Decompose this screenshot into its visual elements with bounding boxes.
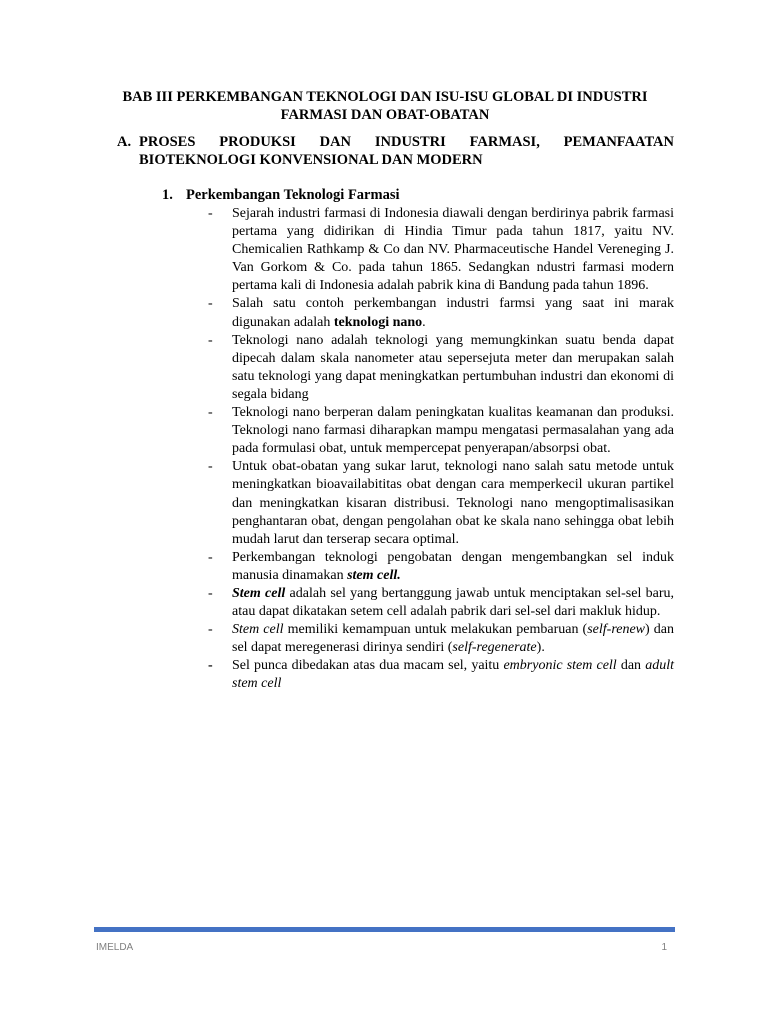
bullet-italic-term: Stem cell xyxy=(232,622,284,638)
bullet-text: ) dan sel dapat meregenerasi dirinya sendiri ( xyxy=(232,622,674,656)
footer-author: IMELDA xyxy=(96,942,134,953)
bullet-text: Salah satu contoh perkembangan industri farmsi yang saat ini marak digunakan adalah xyxy=(232,296,674,330)
dash-marker: - xyxy=(208,405,213,421)
section-heading xyxy=(117,133,674,169)
dash-marker: - xyxy=(208,585,213,601)
list-item xyxy=(206,205,674,295)
bullet-italic-term: embryonic stem cell xyxy=(503,658,617,674)
bullet-text: ). xyxy=(536,640,545,656)
bullet-text: adalah sel yang bertanggung jawab untuk menciptakan sel-sel baru, atau dapat dikatakan setem cell adalah pabrik dari sel-sel dari makluk hidup. xyxy=(232,585,674,620)
section-label: A. xyxy=(117,134,132,150)
footer-rule xyxy=(94,927,675,932)
bullet-bold-italic-term: stem cell. xyxy=(347,567,401,583)
bullet-italic-term: adult stem cell xyxy=(232,658,674,692)
bullet-text: dan xyxy=(616,658,646,674)
bullet-text-end: . xyxy=(422,314,426,330)
bullet-text: Teknologi nano adalah teknologi yang memungkinkan suatu benda dapat dipecah dalam skala nanometer atau sepersejuta meter dan merupakan salah satu teknologi yang dapat meningkatkan pertumbuhan industri dan ekonomi di segala bidang xyxy=(232,332,674,402)
section-title: PROSES PRODUKSI DAN INDUSTRI FARMASI, PEMANFAATAN BIOTEKNOLOGI KONVENSIONAL DAN MODERN xyxy=(139,134,674,168)
subsection-title: Perkembangan Teknologi Farmasi xyxy=(186,187,400,203)
list-item xyxy=(206,458,674,548)
list-item xyxy=(206,549,674,585)
bullet-text: memiliki kemampuan untuk melakukan pembaruan ( xyxy=(283,622,588,638)
dash-marker: - xyxy=(208,622,213,638)
bullet-bold-term: teknologi nano xyxy=(333,314,423,330)
bullet-italic-term: self-regenerate xyxy=(452,640,537,656)
bullet-italic-term: self-renew xyxy=(587,622,646,638)
bullet-text: Untuk obat-obatan yang sukar larut, teknologi nano salah satu metode untuk meningkatkan bioavailabititas obat dengan cara memperkecil ukuran partikel dan meningkatkan kisaran distribusi. Teknologi nano mengoptimalisasikan penghantaran obat, dengan pengolahan obat ke skala nano sehingga obat lebih mudah larut dan terserap secara optimal. xyxy=(232,459,674,547)
list-item xyxy=(206,404,674,458)
list-item xyxy=(206,332,674,404)
dash-marker: - xyxy=(208,658,213,674)
list-item xyxy=(206,657,674,693)
subsection-heading xyxy=(162,186,674,204)
list-item xyxy=(206,621,674,657)
bullet-text: Sel punca dibedakan atas dua macam sel, yaitu xyxy=(232,658,504,674)
subsection-label: 1. xyxy=(162,187,173,203)
list-item xyxy=(206,585,674,621)
bullet-list xyxy=(206,205,674,694)
dash-marker: - xyxy=(208,206,213,221)
bullet-text: Teknologi nano berperan dalam peningkatan kualitas keamanan dan produksi. Teknologi nano farmasi diharapkan mampu mengatasi permasalahan yang ada pada formulasi obat, untuk mempercepat penyerapan/absorpsi obat. xyxy=(232,405,674,457)
page-title: BAB III PERKEMBANGAN TEKNOLOGI DAN ISU-ISU GLOBAL DI INDUSTRI FARMASI DAN OBAT-OBATAN xyxy=(122,89,648,123)
bullet-text: Sejarah industri farmasi di Indonesia diawali dengan berdirinya pabrik farmasi pertama yang didirikan di Hindia Timur pada tahun 1817, yaitu NV. Chemicalien Rathkamp & Co dan NV. Pharmaceutische Handel Vereneging J. Van Gorkom & Co. pada tahun 1865. Sedangkan ndustri farmasi modern pertama kali di Indonesia adalah pabrik kina di Bandung pada tahun 1896. xyxy=(232,206,674,294)
bullet-text: Perkembangan teknologi pengobatan dengan mengembangkan sel induk manusia dinamakan xyxy=(232,549,674,583)
dash-marker: - xyxy=(208,549,213,565)
dash-marker: - xyxy=(208,332,213,348)
page-number: 1 xyxy=(661,942,667,953)
bullet-bold-italic-term: Stem cell xyxy=(232,585,286,601)
dash-marker: - xyxy=(208,459,213,475)
dash-marker: - xyxy=(208,296,213,312)
list-item xyxy=(206,295,674,331)
